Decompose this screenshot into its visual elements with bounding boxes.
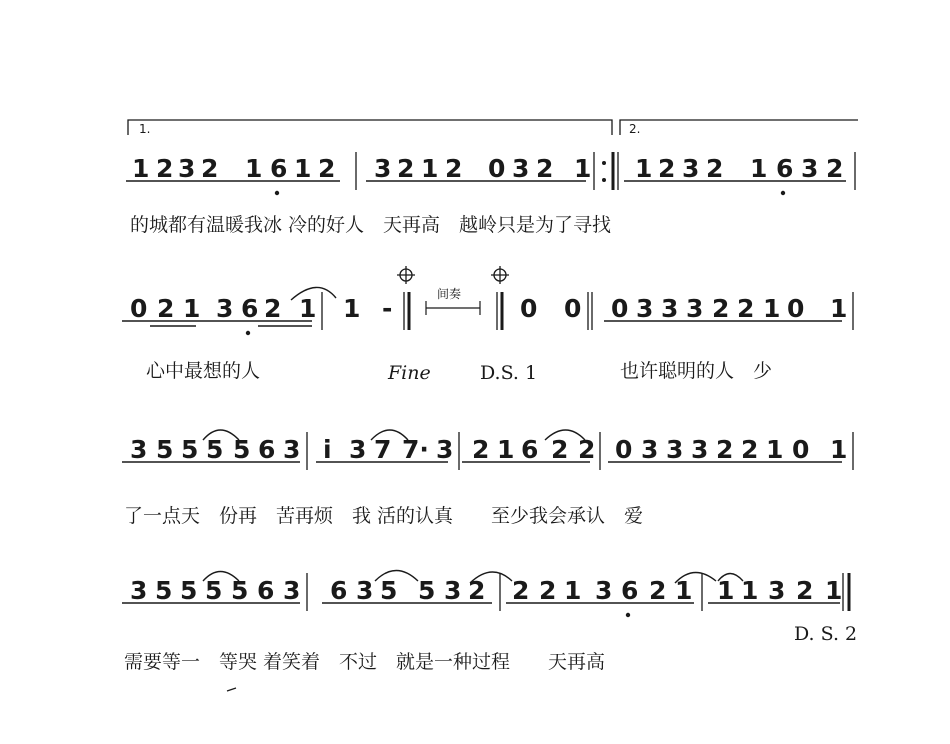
note-digit: 2 — [551, 435, 569, 464]
note-digit: 2 — [539, 576, 557, 605]
note-digit: 6 — [258, 435, 276, 464]
note-digit: 3 — [595, 576, 613, 605]
note-digit: 0 — [787, 294, 805, 323]
note-digit: 2 — [472, 435, 490, 464]
note-digit: 3 — [512, 154, 530, 183]
note-digit: 5 — [233, 435, 251, 464]
note-digit: 5 — [205, 576, 223, 605]
lyrics-line-2b: 也许聪明的人 少 — [620, 360, 773, 382]
note-digit: 2 — [264, 294, 282, 323]
note-digit: 2 — [649, 576, 667, 605]
note-digit: 3 — [682, 154, 700, 183]
note-digit: 5 — [156, 435, 174, 464]
note-digit: 2 — [737, 294, 755, 323]
note-digit: 7 — [374, 435, 392, 464]
volta-first-label: 1. — [139, 122, 151, 136]
note-digit: 0 — [611, 294, 629, 323]
note-digit: 3 — [436, 435, 454, 464]
note-digit: 3 — [130, 435, 148, 464]
print-speck — [227, 688, 236, 691]
interlude-label: 间奏 — [437, 287, 462, 301]
lyrics-line-2: 心中最想的人 — [146, 360, 261, 382]
note-digit: 0 — [488, 154, 506, 183]
note-digit: 0 — [792, 435, 810, 464]
note-digit: 2 — [157, 294, 175, 323]
note-digit: 6 — [330, 576, 348, 605]
note-digit: 3 — [130, 576, 148, 605]
notation-line-1 — [132, 154, 843, 195]
note-digit: 0 — [520, 294, 538, 323]
fine-mark: Fine — [388, 362, 431, 384]
note-digit: 1 — [717, 576, 735, 605]
note-digit: 0 — [615, 435, 633, 464]
note-digit: 2 — [397, 154, 415, 183]
note-digit: 3 — [216, 294, 234, 323]
note-digit: 1 — [830, 294, 848, 323]
note-digit: 1 — [825, 576, 843, 605]
octave-dot-below — [275, 191, 279, 195]
note-digit: 1 — [574, 154, 592, 183]
note-digit: 2 — [512, 576, 530, 605]
note-digit: 0 — [130, 294, 148, 323]
coda-sign-icon — [397, 266, 415, 284]
octave-dot-below — [781, 191, 785, 195]
lyrics-line-4: 需要等一 等哭 着笑着 不过 就是一种过程 天再高 — [124, 651, 606, 673]
note-digit: 7· — [402, 435, 429, 464]
underlines-line-2 — [122, 321, 842, 326]
note-digit: 2 — [796, 576, 814, 605]
volta-brackets — [128, 120, 858, 136]
note-digit: 1 — [343, 294, 361, 323]
ds-2-mark: D. S. 2 — [794, 623, 858, 645]
note-digit: 1 — [766, 435, 784, 464]
note-digit: 5 — [231, 576, 249, 605]
note-digit: 2 — [741, 435, 759, 464]
note-digit: 3 — [636, 294, 654, 323]
note-digit: 1 — [421, 154, 439, 183]
note-digit: 2 — [445, 154, 463, 183]
octave-dot-below — [626, 613, 630, 617]
note-digit: 1 — [750, 154, 768, 183]
note-digit: 1 — [675, 576, 693, 605]
note-digit: 6 — [270, 154, 288, 183]
note-digit: 1 — [564, 576, 582, 605]
lyrics-line-3: 了一点天 份再 苦再烦 我 活的认真 至少我会承认 爱 — [124, 505, 644, 527]
notation-line-2 — [130, 294, 847, 335]
note-digit: 5 — [418, 576, 436, 605]
note-digit: 2 — [536, 154, 554, 183]
note-digit: 5 — [380, 576, 398, 605]
note-digit: 2 — [716, 435, 734, 464]
note-digit: 2 — [201, 154, 219, 183]
ds-1-mark: D.S. 1 — [480, 362, 538, 384]
note-digit: 5 — [155, 576, 173, 605]
note-digit: - — [382, 294, 393, 323]
note-digit: 3 — [768, 576, 786, 605]
note-digit: 1 — [294, 154, 312, 183]
note-digit: 3 — [444, 576, 462, 605]
coda-sign-icon — [491, 266, 509, 284]
note-digit: 6 — [621, 576, 639, 605]
notation-line-4 — [130, 576, 842, 617]
interlude-bracket — [426, 286, 480, 315]
note-digit: 3 — [283, 435, 301, 464]
note-digit: 3 — [374, 154, 392, 183]
note-digit: 6 — [521, 435, 539, 464]
note-digit: 3 — [686, 294, 704, 323]
note-digit: 3 — [661, 294, 679, 323]
note-digit: 2 — [578, 435, 596, 464]
note-digit: 6 — [257, 576, 275, 605]
note-digit: 3 — [691, 435, 709, 464]
note-digit: 6 — [241, 294, 259, 323]
volta-second-label: 2. — [629, 122, 641, 136]
note-digit: 1 — [635, 154, 653, 183]
note-digit: 1 — [497, 435, 515, 464]
note-digit: 3 — [666, 435, 684, 464]
note-digit: 2 — [712, 294, 730, 323]
note-digit: 2 — [468, 576, 486, 605]
note-digit: 1 — [830, 435, 848, 464]
note-digit: 6 — [776, 154, 794, 183]
note-digit: 1 — [183, 294, 201, 323]
note-digit: 2 — [658, 154, 676, 183]
note-digit: 5 — [180, 576, 198, 605]
note-digit: 1 — [763, 294, 781, 323]
note-digit: 0 — [564, 294, 582, 323]
note-digit: 5 — [206, 435, 224, 464]
note-digit: 3 — [349, 435, 367, 464]
note-digit: 1 — [245, 154, 263, 183]
note-digit: 3 — [641, 435, 659, 464]
note-digit: 2 — [156, 154, 174, 183]
octave-dot-below — [246, 331, 250, 335]
note-digit: i — [323, 435, 332, 464]
note-digit: 2 — [706, 154, 724, 183]
note-digit: 3 — [801, 154, 819, 183]
note-digit: 1 — [741, 576, 759, 605]
note-digit: 1 — [132, 154, 150, 183]
coda-signs — [397, 266, 509, 284]
note-digit: 1 — [299, 294, 317, 323]
note-digit: 5 — [181, 435, 199, 464]
note-digit: 3 — [283, 576, 301, 605]
note-digit: 3 — [356, 576, 374, 605]
note-digit: 2 — [826, 154, 844, 183]
note-digit: 2 — [318, 154, 336, 183]
lyrics-line-1: 的城都有温暖我冰 冷的好人 天再高 越岭只是为了寻找 — [130, 214, 612, 236]
note-digit: 3 — [178, 154, 196, 183]
